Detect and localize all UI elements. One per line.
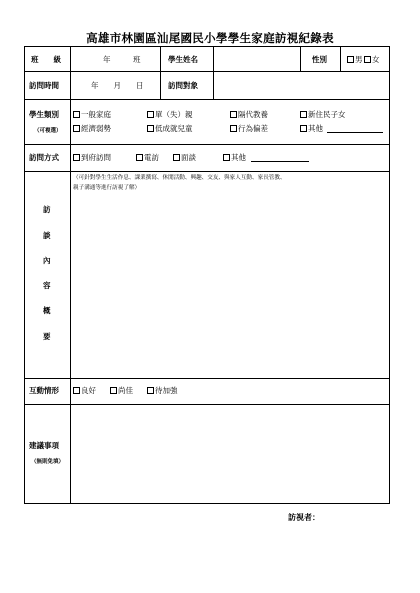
row-divider	[25, 404, 389, 405]
category-other-input[interactable]	[327, 125, 383, 133]
method-interview-label: 面談	[181, 153, 196, 162]
category-new-immigrant-checkbox[interactable]	[300, 111, 307, 118]
interaction-good-label: 良好	[81, 386, 96, 395]
suggestion-label: 建議事項	[29, 441, 59, 450]
category-grandparent-checkbox[interactable]	[230, 111, 237, 118]
category-grandparent-label: 隔代教養	[238, 110, 268, 119]
class-label: 班 級	[31, 55, 61, 64]
category-general-checkbox[interactable]	[73, 111, 80, 118]
visitor-signature-label: 訪視者：	[288, 512, 320, 522]
row-divider	[25, 99, 389, 100]
gender-female-checkbox[interactable]	[364, 56, 371, 63]
form-title: 高雄市林園區汕尾國民小學學生家庭訪視紀錄表	[86, 31, 334, 45]
category-single-parent-label: 單（失）親	[155, 110, 193, 119]
row-divider	[25, 378, 389, 379]
column-divider	[160, 47, 161, 99]
row-divider	[25, 144, 389, 145]
category-behavior-checkbox[interactable]	[230, 125, 237, 132]
content-hint-line1: （可針對學生生活作息、課業撰寫、休閒活動、興趣、交友、與家人互動、家長管教、	[73, 175, 286, 181]
visit-record-form	[24, 46, 390, 504]
interaction-fair-checkbox[interactable]	[110, 387, 117, 394]
category-other-checkbox[interactable]	[300, 125, 307, 132]
category-low-achievement-label: 低成就兒童	[155, 124, 193, 133]
gender-male-label: 男	[355, 55, 363, 64]
interaction-label: 互動情形	[29, 386, 59, 395]
method-other-label: 其他	[231, 153, 246, 162]
method-other-checkbox[interactable]	[223, 154, 230, 161]
column-divider	[340, 47, 341, 71]
method-phone-checkbox[interactable]	[136, 154, 143, 161]
method-home-visit-checkbox[interactable]	[73, 154, 80, 161]
visit-method-label: 訪問方式	[29, 153, 59, 162]
category-single-parent-checkbox[interactable]	[147, 111, 154, 118]
label-column-divider	[70, 47, 71, 503]
content-summary-field[interactable]	[72, 195, 389, 377]
category-new-immigrant-label: 新住民子女	[308, 110, 346, 119]
method-phone-label: 電訪	[144, 153, 159, 162]
student-name-label: 學生姓名	[168, 55, 198, 64]
category-other-label: 其他	[308, 124, 323, 133]
category-low-income-label: 經濟弱勢	[81, 124, 111, 133]
method-interview-checkbox[interactable]	[173, 154, 180, 161]
category-general-label: 一般家庭	[81, 110, 111, 119]
interaction-improve-label: 待加強	[155, 386, 178, 395]
row-divider	[25, 171, 389, 172]
class-year-unit: 年	[103, 55, 111, 64]
interaction-good-checkbox[interactable]	[73, 387, 80, 394]
gender-male-checkbox[interactable]	[347, 56, 354, 63]
content-label-char: 要	[43, 332, 51, 341]
content-label-char: 內	[43, 256, 51, 265]
suggestion-note: （無則免填）	[31, 459, 65, 465]
visit-target-field[interactable]	[214, 72, 389, 98]
class-class-unit: 班	[133, 55, 141, 64]
method-other-input[interactable]	[251, 154, 309, 162]
content-label-char: 談	[43, 231, 51, 240]
gender-female-label: 女	[372, 55, 380, 64]
interaction-improve-checkbox[interactable]	[147, 387, 154, 394]
gender-label: 性別	[312, 55, 327, 64]
visit-time-label: 訪問時間	[29, 81, 59, 90]
visit-target-label: 訪問對象	[168, 81, 198, 90]
column-divider	[300, 47, 301, 71]
category-behavior-label: 行為偏差	[238, 124, 268, 133]
content-hint-line2: 親子溝通等進行訪視了解）	[73, 185, 141, 191]
student-category-label: 學生類別	[29, 110, 59, 119]
suggestion-field[interactable]	[72, 406, 389, 502]
category-low-income-checkbox[interactable]	[73, 125, 80, 132]
category-low-achievement-checkbox[interactable]	[147, 125, 154, 132]
content-label-char: 容	[43, 281, 51, 290]
visit-date-field[interactable]: 年 月 日	[91, 81, 144, 90]
interaction-fair-label: 尚佳	[118, 386, 133, 395]
student-name-field[interactable]	[214, 48, 299, 70]
method-home-visit-label: 到府訪問	[81, 153, 111, 162]
content-label-char: 訪	[43, 205, 51, 214]
content-label-char: 概	[43, 306, 51, 315]
multi-select-note: （可複選）	[34, 128, 62, 134]
